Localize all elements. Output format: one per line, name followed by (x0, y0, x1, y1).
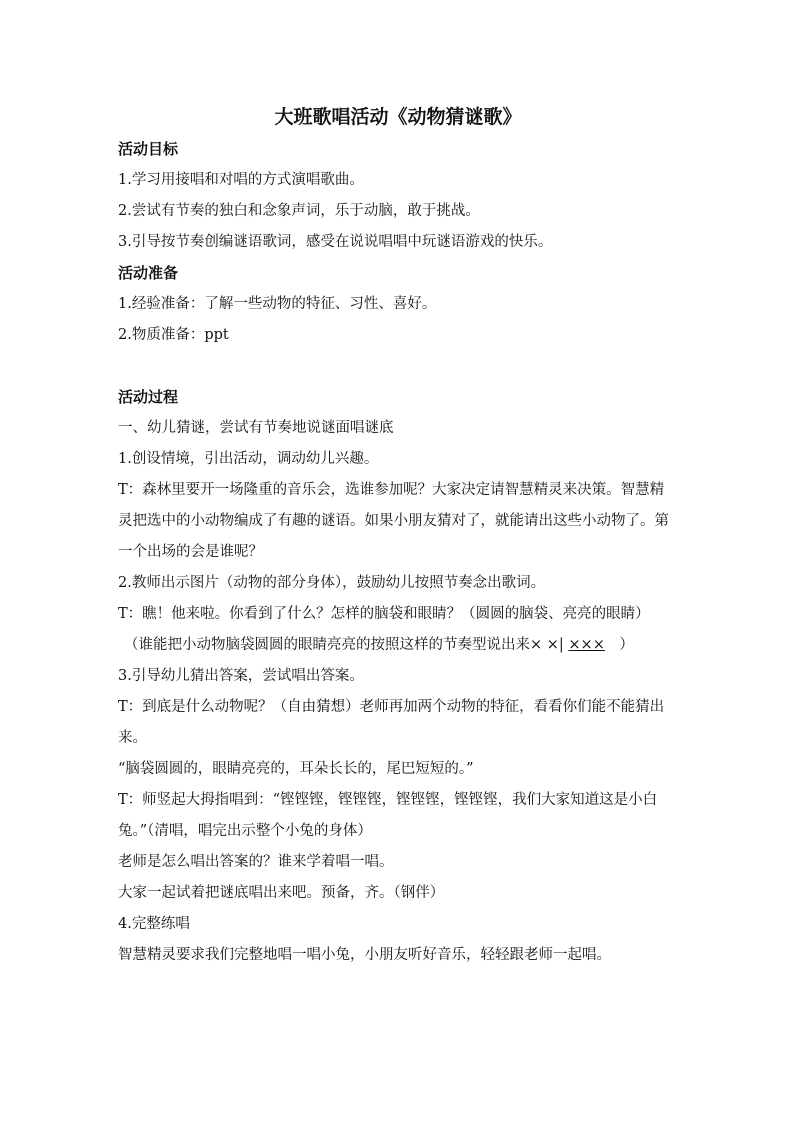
prep-item-2: 2.物质准备：ppt (118, 327, 229, 343)
final-line: 智慧精灵要求我们完整地唱一唱小兔，小朋友听好音乐，轻轻跟老师一起唱。 (118, 947, 611, 963)
teacher-line-3: T：到底是什么动物呢？（自由猜想）老师再加两个动物的特征，看看你们能不能猜出来。 (118, 699, 665, 746)
teacher-line-2: T：瞧！他来啦。你看到了什么？怎样的脑袋和眼睛？（圆圆的脑袋、亮亮的眼睛） (118, 606, 650, 622)
prep-item-1: 1.经验准备：了解一些动物的特征、习性、喜好。 (118, 296, 437, 312)
section-1-title: 一、幼儿猜谜，尝试有节奏地说谜面唱谜底 (118, 420, 394, 436)
rhythm-note-suffix: ） (604, 637, 634, 653)
prep-heading: 活动准备 (118, 264, 179, 282)
step-3: 3.引导幼儿猜出答案，尝试唱出答案。 (118, 668, 364, 684)
document-title: 大班歌唱活动《动物猜谜歌》 (274, 106, 522, 128)
process-heading: 活动过程 (118, 388, 179, 406)
rhythm-note (118, 630, 678, 661)
goals-heading: 活动目标 (118, 140, 179, 158)
how-sing-line: 老师是怎么唱出答案的？谁来学着唱一唱。 (118, 854, 394, 870)
rhythm-pattern: ××× (568, 637, 605, 653)
step-2: 2.教师出示图片（动物的部分身体），鼓励幼儿按照节奏念出歌词。 (118, 575, 546, 591)
step-1: 1.创设情境，引出活动，调动幼儿兴趣。 (118, 451, 379, 467)
goal-item-3: 3.引导按节奏创编谜语歌词，感受在说说唱唱中玩谜语游戏的快乐。 (118, 234, 553, 250)
rhythm-note-prefix: （谁能把小动物脑袋圆圆的眼睛亮亮的按照这样的节奏型说出来× ×| (124, 637, 569, 653)
riddle-quote: “脑袋圆圆的，眼睛亮亮的，耳朵长长的，尾巴短短的。” (118, 761, 474, 777)
blank-line (118, 351, 678, 382)
goal-item-2: 2.尝试有节奏的独白和念象声词，乐于动脑，敢于挑战。 (118, 203, 480, 219)
step-4: 4.完整练唱 (118, 916, 190, 932)
goal-item-1: 1.学习用接唱和对唱的方式演唱歌曲。 (118, 172, 364, 188)
document-page (118, 100, 678, 971)
sing-together-line: 大家一起试着把谜底唱出来吧。预备，齐。（钢伴） (118, 885, 445, 901)
teacher-line-1: T：森林里要开一场隆重的音乐会，选谁参加呢？大家决定请智慧精灵来决策。智慧精灵把选中的小动物编成了有趣的谜语。如果小朋友猜对了，就能请出这些小动物了。第一个出场的会是谁呢？ (118, 482, 669, 560)
teacher-line-4: T：师竖起大拇指唱到：“铿铿铿，铿铿铿，铿铿铿，铿铿铿，我们大家知道这是小白兔。”（清唱，唱完出示整个小兔的身体） (118, 792, 658, 839)
